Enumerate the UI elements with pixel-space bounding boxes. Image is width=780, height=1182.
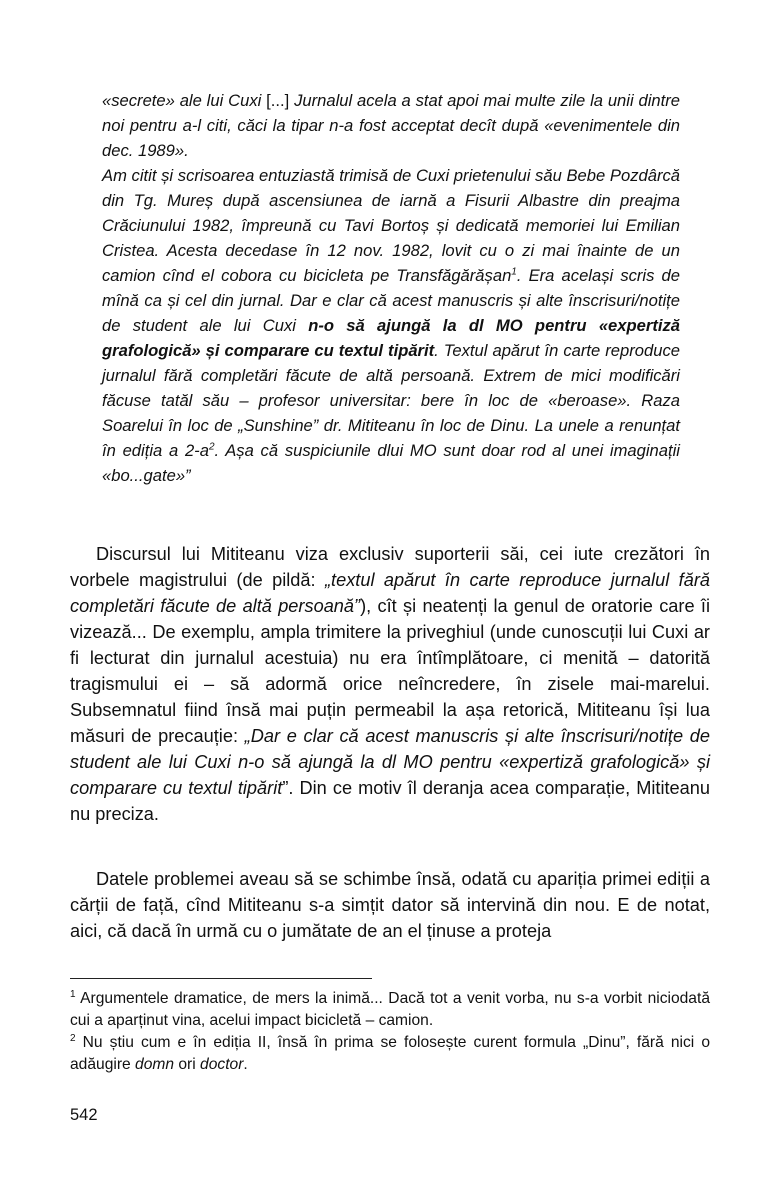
footnote-1 [70, 988, 710, 1032]
quote-paragraph-1 [102, 88, 680, 163]
body-paragraph-2 [70, 866, 710, 944]
quote-bold-text: n-o să ajungă la dl MO pentru «expertiză grafologică» și comparare cu textul tipărit [102, 316, 680, 360]
body-text: Discursul lui Mititeanu viza exclusiv suporterii săi, cei iute crezători în vorbele magistrului (de pildă: [70, 544, 710, 590]
quote-paragraph-2 [102, 163, 680, 488]
body-text: Datele problemei aveau să se schimbe însă, odată cu apariția primei ediții a cărții de față, cînd Mititeanu s-a simțit dator să intervină din nou. E de notat, aici, că dacă în urmă cu o jumătate de an el ținuse a proteja [70, 869, 710, 941]
footnote-2 [70, 1032, 710, 1076]
quote-text: . Era același scris de mînă ca și cel din jurnal. Dar e clar că acest manuscris și alte înscrisuri/notițe de student ale lui Cuxi [102, 266, 680, 335]
body-text: ), cît și neatenți la genul de oratorie care îi vizează... De exemplu, ampla trimitere la priveghiul (unde cunoscuții lui Cuxi ar fi lecturat din jurnalul acestuia) nu era întîmplătoare, ci menită – datorită tragismului ei – să adormă orice neîncredere, în zisele mai-marelui. Subsemnatul fiind însă mai puțin permeabil la așa retorică, Mititeanu își lua măsuri de precauție: [70, 596, 710, 746]
page-number: 542 [70, 1106, 98, 1124]
footnote-divider [70, 978, 372, 979]
footnote-ref-1[interactable]: 1 [511, 266, 517, 278]
footnote-mark: 1 [70, 988, 76, 1000]
quote-text: Am citit și scrisoarea entuziastă trimisă de Cuxi prietenului său Bebe Pozdârcă din Tg. Mureș după ascensiunea de iarnă a Fisurii Albastre din preajma Crăciunului 1982, împreună cu Tavi Bortoș și dedicată memoriei lui Emilian Cristea. Acesta decedase în 12 nov. 1982, lovit cu o zi mai înainte de un camion cînd el cobora cu bicicleta pe Transfăgărășan [102, 166, 680, 285]
footnote-mark: 2 [70, 1032, 76, 1044]
footnote-text: Nu știu cum e în ediția II, însă în prima se folosește curent formula „Dinu”, fără nici o adăugire [70, 1034, 710, 1073]
ellipsis-bracket: [...] [261, 91, 295, 110]
footnote-text: . [243, 1056, 248, 1073]
footnote-ref-2[interactable]: 2 [208, 441, 215, 453]
quote-text: . Textul apărut în carte reproduce jurnalul fără completări făcute de altă persoană. Extrem de mici modificări făcuse tatăl său – profesor universitar: bere în loc de «beroase». Raza Soarelui în loc de „Sunshine” dr. Mititeanu în loc de Dinu. La unele a renunțat în ediția a 2-a [102, 341, 681, 460]
footnote-italic: doctor [200, 1056, 244, 1073]
body-text: ”. Din ce motiv îl deranja acea comparație, Mititeanu nu preciza. [70, 778, 710, 824]
footnote-text: ori [174, 1056, 201, 1073]
quote-text: . Așa că suspiciunile dlui MO sunt doar rod al unei imaginații «bo...gate»” [102, 441, 680, 485]
body-italic-quote: „textul apărut în carte reproduce jurnalul fără completări făcute de altă persoană” [70, 570, 710, 616]
body-italic-quote: „Dar e clar că acest manuscris și alte înscrisuri/notițe de student ale lui Cuxi n-o să ajungă la dl MO pentru «expertiză grafologică» și comparare cu textul tipărit [70, 726, 710, 798]
body-paragraph-1 [70, 541, 710, 827]
quote-text: «secrete» ale lui Cuxi [102, 91, 262, 110]
block-quote [102, 88, 680, 488]
footnote-italic: domn [135, 1056, 175, 1073]
quote-text: Jurnalul acela a stat apoi mai multe zile la unii dintre noi pentru a-l citi, căci la tipar n-a fost acceptat decît după «evenimentele din dec. 1989». [102, 91, 681, 160]
footnote-text: Argumentele dramatice, de mers la inimă... Dacă tot a venit vorba, nu s-a vorbit niciodată cui a aparținut vina, acelui impact bicicletă – camion. [70, 990, 710, 1029]
